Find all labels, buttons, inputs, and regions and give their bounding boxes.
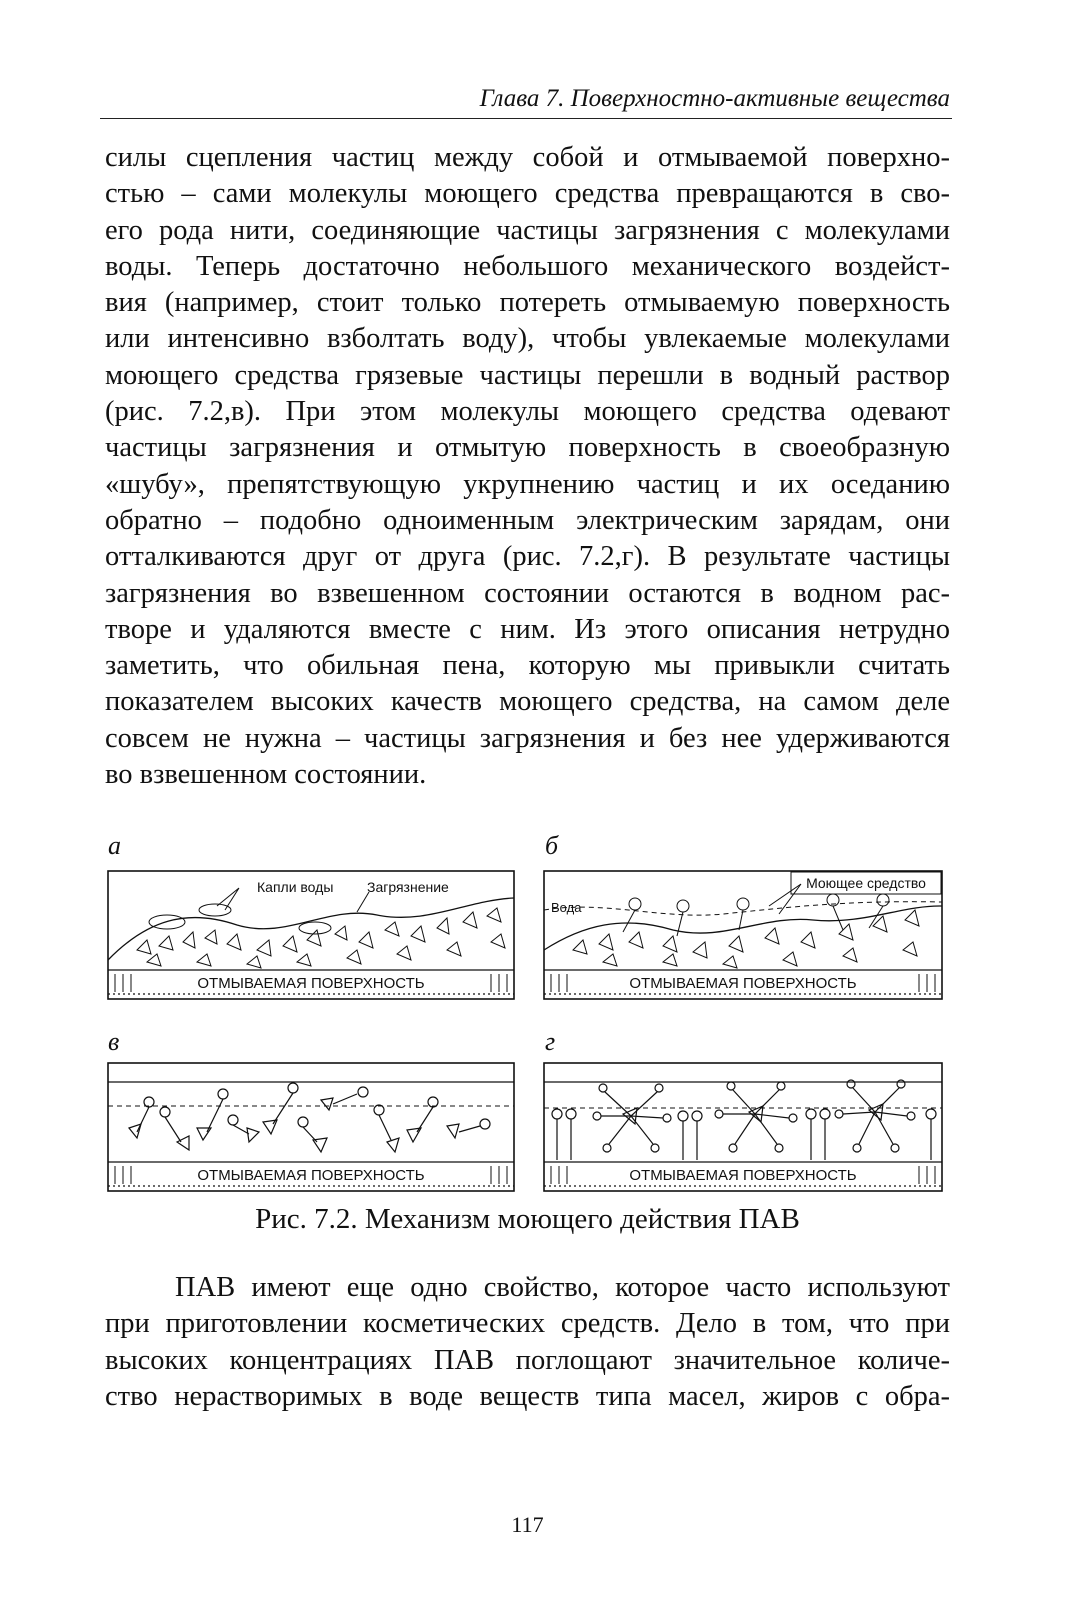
text-line: показателем высоких качеств моющего средства, на самом деле xyxy=(105,686,950,718)
panel-b-diagram xyxy=(543,870,943,1000)
text-line: ство нерастворимых в воде веществ типа масел, жиров с обра- xyxy=(105,1380,950,1412)
panel-g xyxy=(543,1062,951,1192)
panel-letter-b: б xyxy=(545,831,559,860)
running-head: Глава 7. Поверхностно-активные вещества xyxy=(479,85,950,112)
label-detergent: Моющее средство xyxy=(806,875,926,891)
panel-letter-g: г xyxy=(545,1027,556,1056)
label-water: Вода xyxy=(551,900,582,915)
text-line: или интенсивно взболтать воду), чтобы увлекаемые молекулами xyxy=(105,323,950,355)
paragraph-1 xyxy=(105,140,950,793)
text-line: его рода нити, соединяющие частицы загрязнения с молекулами xyxy=(105,214,950,246)
text-line: «шубу», препятствующую укрупнению частиц и их оседанию xyxy=(105,468,950,500)
panel-v-diagram xyxy=(107,1062,515,1192)
text-line: во взвешенном состоянии. xyxy=(105,759,427,791)
text-line: моющего средства грязевые частицы перешли в водный раствор xyxy=(105,359,950,391)
label-contamination: Загрязнение xyxy=(367,879,449,895)
panel-g-diagram xyxy=(543,1062,943,1192)
text-line: обратно – подобно одноименным электрическим зарядам, они xyxy=(105,504,950,536)
panel-v xyxy=(107,1062,515,1192)
text-line: вия (например, стоит только потереть отмываемую поверхность xyxy=(105,287,950,319)
panel-b xyxy=(543,870,951,1000)
text-line: загрязнения во взвешенном состоянии остаются в водном рас- xyxy=(105,577,950,609)
page-number: 117 xyxy=(511,1512,544,1537)
text-line: совсем не нужна – частицы загрязнения и без нее удерживаются xyxy=(105,722,950,754)
panel-a-diagram xyxy=(107,870,515,1000)
text-line: воды. Теперь достаточно небольшого механического воздейст- xyxy=(105,250,950,282)
surface-label: ОТМЫВАЕМАЯ ПОВЕРХНОСТЬ xyxy=(197,1167,425,1184)
text-line: заметить, что обильная пена, которую мы привыкли считать xyxy=(105,650,950,682)
figure-caption: Рис. 7.2. Механизм моющего действия ПАВ xyxy=(255,1203,800,1235)
label-water-drops: Капли воды xyxy=(257,879,334,895)
text-line: силы сцепления частиц между собой и отмываемой поверхно- xyxy=(105,142,950,173)
text-line: высоких концентрациях ПАВ поглощают значительное количе- xyxy=(105,1344,950,1376)
surface-label: ОТМЫВАЕМАЯ ПОВЕРХНОСТЬ xyxy=(629,975,857,992)
panel-a xyxy=(107,870,515,1000)
text-line: стью – сами молекулы моющего средства превращаются в сво- xyxy=(105,178,950,210)
text-line: (рис. 7.2,в). При этом молекулы моющего средства одевают xyxy=(105,396,950,428)
text-line: ПАВ имеют еще одно свойство, которое часто используют xyxy=(175,1272,950,1303)
panel-letter-a: а xyxy=(108,831,121,860)
panel-letter-v: в xyxy=(108,1027,120,1056)
paragraph-2 xyxy=(105,1270,950,1415)
text-line: при приготовлении косметических средств. Дело в том, что при xyxy=(105,1308,950,1340)
text-line: отталкиваются друг от друга (рис. 7.2,г). В результате частицы xyxy=(105,541,950,573)
text-line: частицы загрязнения и отмытую поверхность в своеобразную xyxy=(105,432,950,464)
header-rule xyxy=(100,118,952,119)
surface-label: ОТМЫВАЕМАЯ ПОВЕРХНОСТЬ xyxy=(629,1167,857,1184)
text-line: творе и удаляются вместе с ним. Из этого описания нетрудно xyxy=(105,613,950,645)
surface-label: ОТМЫВАЕМАЯ ПОВЕРХНОСТЬ xyxy=(197,975,425,992)
